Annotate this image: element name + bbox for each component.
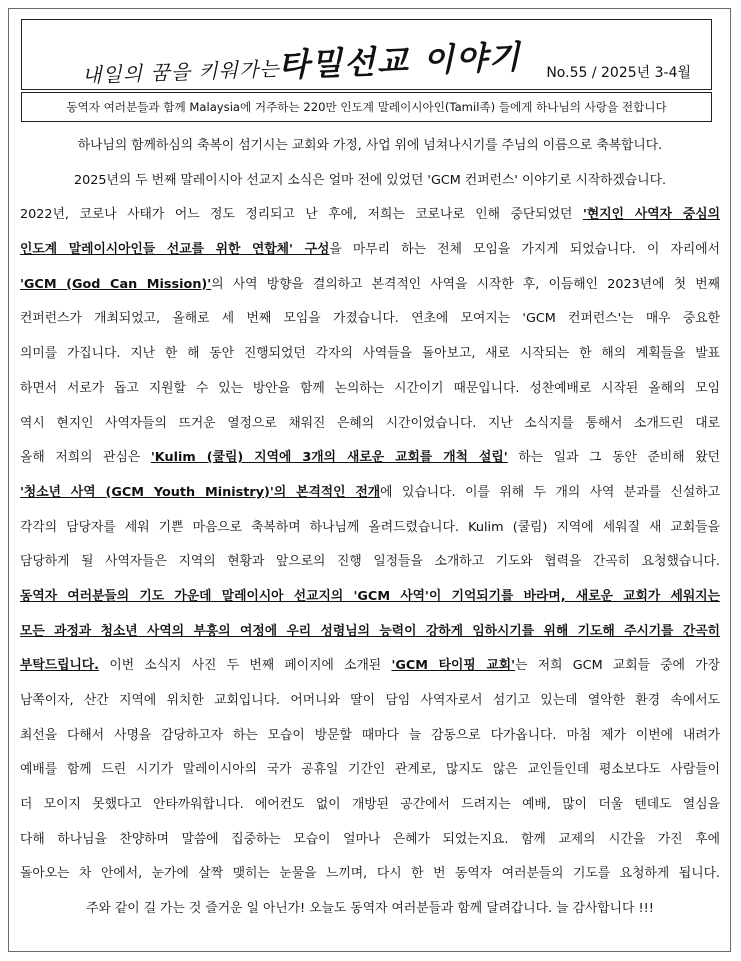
body-line: 인도계 말레이시아인들 선교를 위한 연합체' 구성을 마무리 하는 전체 모임을 가지게 되었습니다. 이 자리에서 bbox=[20, 242, 720, 258]
emphasis-text: 'GCM (God Can Mission)' bbox=[20, 276, 212, 292]
header-subtitle: 내일의 꿈을 키워가는 bbox=[81, 56, 281, 88]
issue-number: No.55 / 2025년 3-4월 bbox=[546, 65, 691, 81]
emphasis-text: 부탁드립니다. bbox=[20, 658, 100, 674]
body-line: 2025년의 두 번째 말레이시아 선교지 소식은 얼마 전에 있었던 'GCM 컨퍼런스' 이야기로 시작하겠습니다. bbox=[73, 172, 667, 188]
body-line: 담당하게 될 사역자들은 지역의 현황과 앞으로의 진행 일정들을 소개하고 기도와 협력을 간곡히 요청했습니다. bbox=[20, 554, 720, 570]
emphasis-text: 동역자 여러분들의 기도 가운데 말레이시아 선교지의 'GCM 사역'이 기억되기를 바라며, 새로운 교회가 세워지는 bbox=[20, 588, 720, 604]
body-line: 역시 현지인 사역자들의 뜨거운 열정으로 채워진 은혜의 시간이었습니다. 지난 소식지를 통해서 소개드린 대로 bbox=[20, 415, 720, 431]
body-line: 돌아오는 차 안에서, 눈가에 살짝 맺히는 눈물을 느끼며, 다시 한 번 동역자 여러분들의 기도를 요청하게 됩니다. bbox=[20, 866, 720, 882]
body-line: 다해 하나님을 찬양하며 말씀에 집중하는 모습이 얼마나 은혜가 되었는지요. 함께 교제의 시간을 가진 후에 bbox=[20, 831, 720, 847]
newsletter-body bbox=[20, 129, 720, 927]
body-line: '청소년 사역 (GCM Youth Ministry)'의 본격적인 전개에 있습니다. 이를 위해 두 개의 사역 분과를 신설하고 bbox=[20, 484, 720, 500]
newsletter-title: 타밀선교 이야기 bbox=[277, 37, 523, 85]
emphasis-text: 'GCM 타이핑 교회' bbox=[391, 658, 516, 674]
emphasis-text: '청소년 사역 (GCM Youth Ministry)'의 본격적인 전개 bbox=[20, 484, 381, 500]
tagline: 동역자 여러분들과 함께 Malaysia에 거주하는 220만 인도계 말레이시아인(Tamil족) 들에게 하나님의 사랑을 전합니다 bbox=[21, 92, 712, 122]
body-line: 하나님의 함께하심의 축복이 섬기시는 교회와 가정, 사업 위에 넘쳐나시기를 주님의 이름으로 축복합니다. bbox=[77, 138, 663, 153]
emphasis-text: 인도계 말레이시아인들 선교를 위한 연합체' 구성 bbox=[20, 242, 330, 258]
body-line: 의미를 가집니다. 지난 한 해 동안 진행되었던 각자의 사역들을 돌아보고, 새로 시작되는 한 해의 계획들을 발표 bbox=[20, 346, 720, 362]
body-line: 각각의 담당자를 세워 기쁜 마음으로 축복하며 하나님께 올려드렸습니다. Kulim (쿨림) 지역에 세워질 새 교회들을 bbox=[20, 519, 720, 535]
body-line: 부탁드립니다. 이번 소식지 사진 두 번째 페이지에 소개된 'GCM 타이핑 교회'는 저희 GCM 교회들 중에 가장 bbox=[20, 658, 720, 674]
body-line: 더 모이지 못했다고 안타까워합니다. 에어컨도 없이 개방된 공간에서 드려지는 예배, 많이 더울 텐데도 열심을 bbox=[20, 797, 720, 813]
body-line bbox=[20, 615, 720, 650]
body-line: 2022년, 코로나 사태가 어느 정도 정리되고 난 후에, 저희는 코로나로 인해 중단되었던 '현지인 사역자 중심의 bbox=[20, 207, 720, 223]
body-line: 남쪽이자, 산간 지역에 위치한 교회입니다. 어머니와 딸이 담임 사역자로서 섬기고 있는데 열악한 환경 속에서도 bbox=[20, 693, 720, 708]
emphasis-text: 모든 과정과 청소년 사역의 부흥의 여정에 우리 성령님의 능력이 강하게 임하시기를 위해 기도해 주시기를 간곡히 bbox=[20, 623, 720, 639]
body-line bbox=[20, 580, 720, 615]
body-line: 최선을 다해서 사명을 감당하고자 하는 모습이 방문할 때마다 늘 감동으로 다가옵니다. 마침 제가 이번에 내려가 bbox=[20, 727, 720, 743]
newsletter-header bbox=[21, 19, 712, 90]
body-line: 컨퍼런스가 개최되었고, 올해로 세 번째 모임을 가졌습니다. 연초에 모여지는 'GCM 컨퍼런스'는 매우 중요한 bbox=[20, 311, 720, 327]
body-line: 올해 저희의 관심은 'Kulim (쿨림) 지역에 3개의 새로운 교회를 개척 설립' 하는 일과 그 동안 준비해 왔던 bbox=[20, 450, 720, 466]
emphasis-text: '현지인 사역자 중심의 bbox=[582, 207, 720, 223]
body-line: 예배를 함께 드린 시기가 말레이시아의 국가 공휴일 기간인 관계로, 많지도 않은 교인들인데 평소보다도 사람들이 bbox=[20, 762, 720, 778]
body-line: 'GCM (God Can Mission)'의 사역 방향을 결의하고 본격적인 사역을 시작한 후, 이듬해인 2023년에 첫 번째 bbox=[20, 276, 720, 292]
body-line: 하면서 서로가 돕고 지원할 수 있는 방안을 함께 논의하는 시간이기 때문입니다. 성찬예배로 시작된 올해의 모임 bbox=[20, 380, 720, 396]
emphasis-text: 'Kulim (쿨림) 지역에 3개의 새로운 교회를 개척 설립' bbox=[150, 450, 508, 466]
closing-line: 주와 같이 길 가는 것 즐거운 일 아닌가! 오늘도 동역자 여러분들과 함께 달려갑니다. 늘 감사합니다 !!! bbox=[86, 901, 654, 917]
